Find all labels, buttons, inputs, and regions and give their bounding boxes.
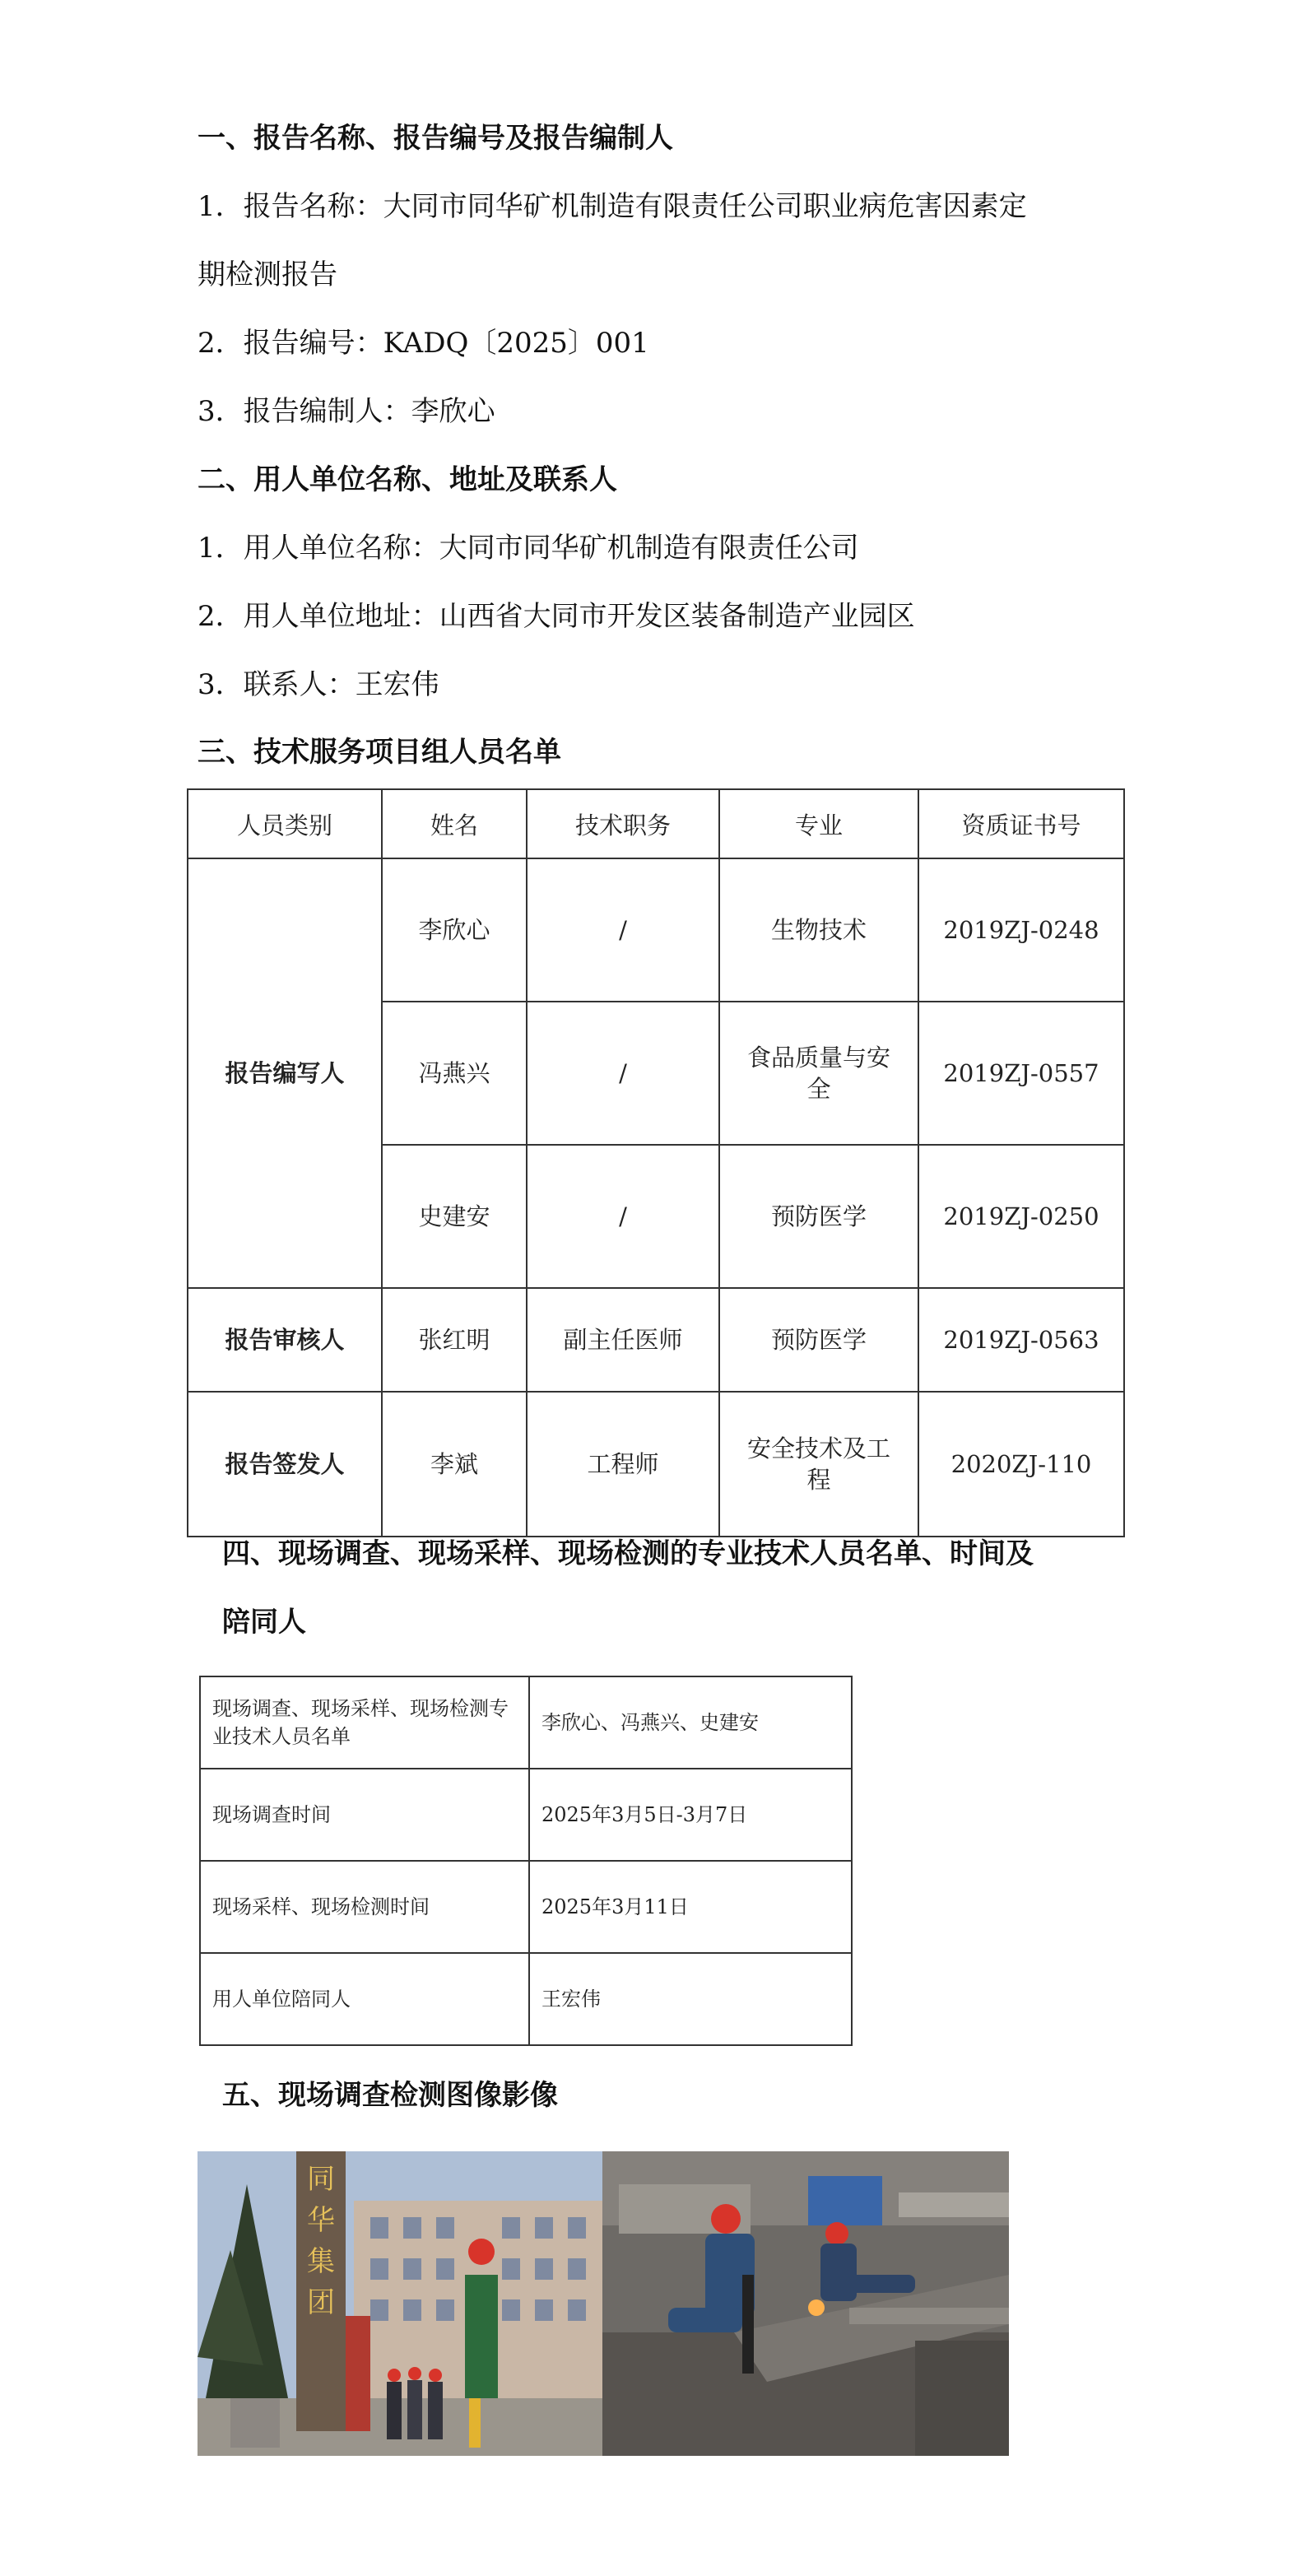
table-row xyxy=(200,1953,852,2045)
cert-cell: 2020ZJ-110 xyxy=(918,1392,1124,1537)
section-1-title: 一、报告名称、报告编号及报告编制人 xyxy=(198,122,673,155)
name-cell: 张红明 xyxy=(382,1288,527,1392)
table-row xyxy=(188,1288,1124,1392)
title-cell: / xyxy=(527,1145,719,1288)
employer-address: 2．用人单位地址：山西省大同市开发区装备制造产业园区 xyxy=(198,600,915,633)
survey-label: 现场调查、现场采样、现场检测专业技术人员名单 xyxy=(200,1676,529,1769)
company-gate-image xyxy=(198,2151,602,2456)
survey-value: 王宏伟 xyxy=(529,1953,852,2045)
section-5-title: 五、现场调查检测图像影像 xyxy=(222,2079,558,2112)
staff-table xyxy=(187,788,1125,1537)
section-2-title: 二、用人单位名称、地址及联系人 xyxy=(198,463,617,496)
title-cell: / xyxy=(527,1002,719,1145)
employer-contact: 3．联系人：王宏伟 xyxy=(198,668,439,701)
name-cell: 李欣心 xyxy=(382,858,527,1002)
name-cell: 冯燕兴 xyxy=(382,1002,527,1145)
table-row xyxy=(200,1769,852,1861)
survey-table xyxy=(199,1676,853,2046)
major-cell: 预防医学 xyxy=(719,1288,918,1392)
category-cell: 报告编写人 xyxy=(188,858,382,1288)
section-4-title-line-2: 陪同人 xyxy=(222,1606,306,1639)
report-name-line-2: 期检测报告 xyxy=(198,258,337,291)
table-row xyxy=(188,1392,1124,1537)
category-cell: 报告审核人 xyxy=(188,1288,382,1392)
photo-workshop-sampling xyxy=(602,2151,1009,2456)
name-cell: 史建安 xyxy=(382,1145,527,1288)
name-cell: 李斌 xyxy=(382,1392,527,1537)
header-name: 姓名 xyxy=(382,789,527,858)
header-category: 人员类别 xyxy=(188,789,382,858)
cert-cell: 2019ZJ-0557 xyxy=(918,1002,1124,1145)
photo-company-gate xyxy=(198,2151,602,2456)
workshop-sampling-image xyxy=(602,2151,1009,2456)
table-row xyxy=(188,858,1124,1002)
survey-label: 用人单位陪同人 xyxy=(200,1953,529,2045)
cert-cell: 2019ZJ-0563 xyxy=(918,1288,1124,1392)
table-row xyxy=(200,1861,852,1953)
header-major: 专业 xyxy=(719,789,918,858)
svg-text:同: 同 xyxy=(307,2163,335,2196)
header-cert: 资质证书号 xyxy=(918,789,1124,858)
section-3-title: 三、技术服务项目组人员名单 xyxy=(198,736,561,769)
category-cell: 报告签发人 xyxy=(188,1392,382,1537)
major-cell: 生物技术 xyxy=(719,858,918,1002)
report-number: 2．报告编号：KADQ〔2025〕001 xyxy=(198,327,649,360)
svg-text:集: 集 xyxy=(307,2245,335,2278)
header-title: 技术职务 xyxy=(527,789,719,858)
staff-table-header xyxy=(188,789,1124,858)
survey-value: 李欣心、冯燕兴、史建安 xyxy=(529,1676,852,1769)
report-name-line-1: 1．报告名称：大同市同华矿机制造有限责任公司职业病危害因素定 xyxy=(198,190,1027,223)
major-cell: 预防医学 xyxy=(719,1145,918,1288)
cert-cell: 2019ZJ-0248 xyxy=(918,858,1124,1002)
major-cell: 安全技术及工程 xyxy=(719,1392,918,1537)
svg-text:团: 团 xyxy=(307,2286,335,2319)
survey-value: 2025年3月11日 xyxy=(529,1861,852,1953)
survey-label: 现场调查时间 xyxy=(200,1769,529,1861)
report-author: 3．报告编制人：李欣心 xyxy=(198,395,495,428)
title-cell: 副主任医师 xyxy=(527,1288,719,1392)
site-photos xyxy=(198,2151,1009,2456)
survey-value: 2025年3月5日-3月7日 xyxy=(529,1769,852,1861)
major-cell: 食品质量与安全 xyxy=(719,1002,918,1145)
employer-name: 1．用人单位名称：大同市同华矿机制造有限责任公司 xyxy=(198,532,859,565)
section-4-title-line-1: 四、现场调查、现场采样、现场检测的专业技术人员名单、时间及 xyxy=(222,1537,1034,1570)
title-cell: / xyxy=(527,858,719,1002)
table-row xyxy=(200,1676,852,1769)
cert-cell: 2019ZJ-0250 xyxy=(918,1145,1124,1288)
survey-label: 现场采样、现场检测时间 xyxy=(200,1861,529,1953)
svg-text:华: 华 xyxy=(307,2204,335,2237)
title-cell: 工程师 xyxy=(527,1392,719,1537)
